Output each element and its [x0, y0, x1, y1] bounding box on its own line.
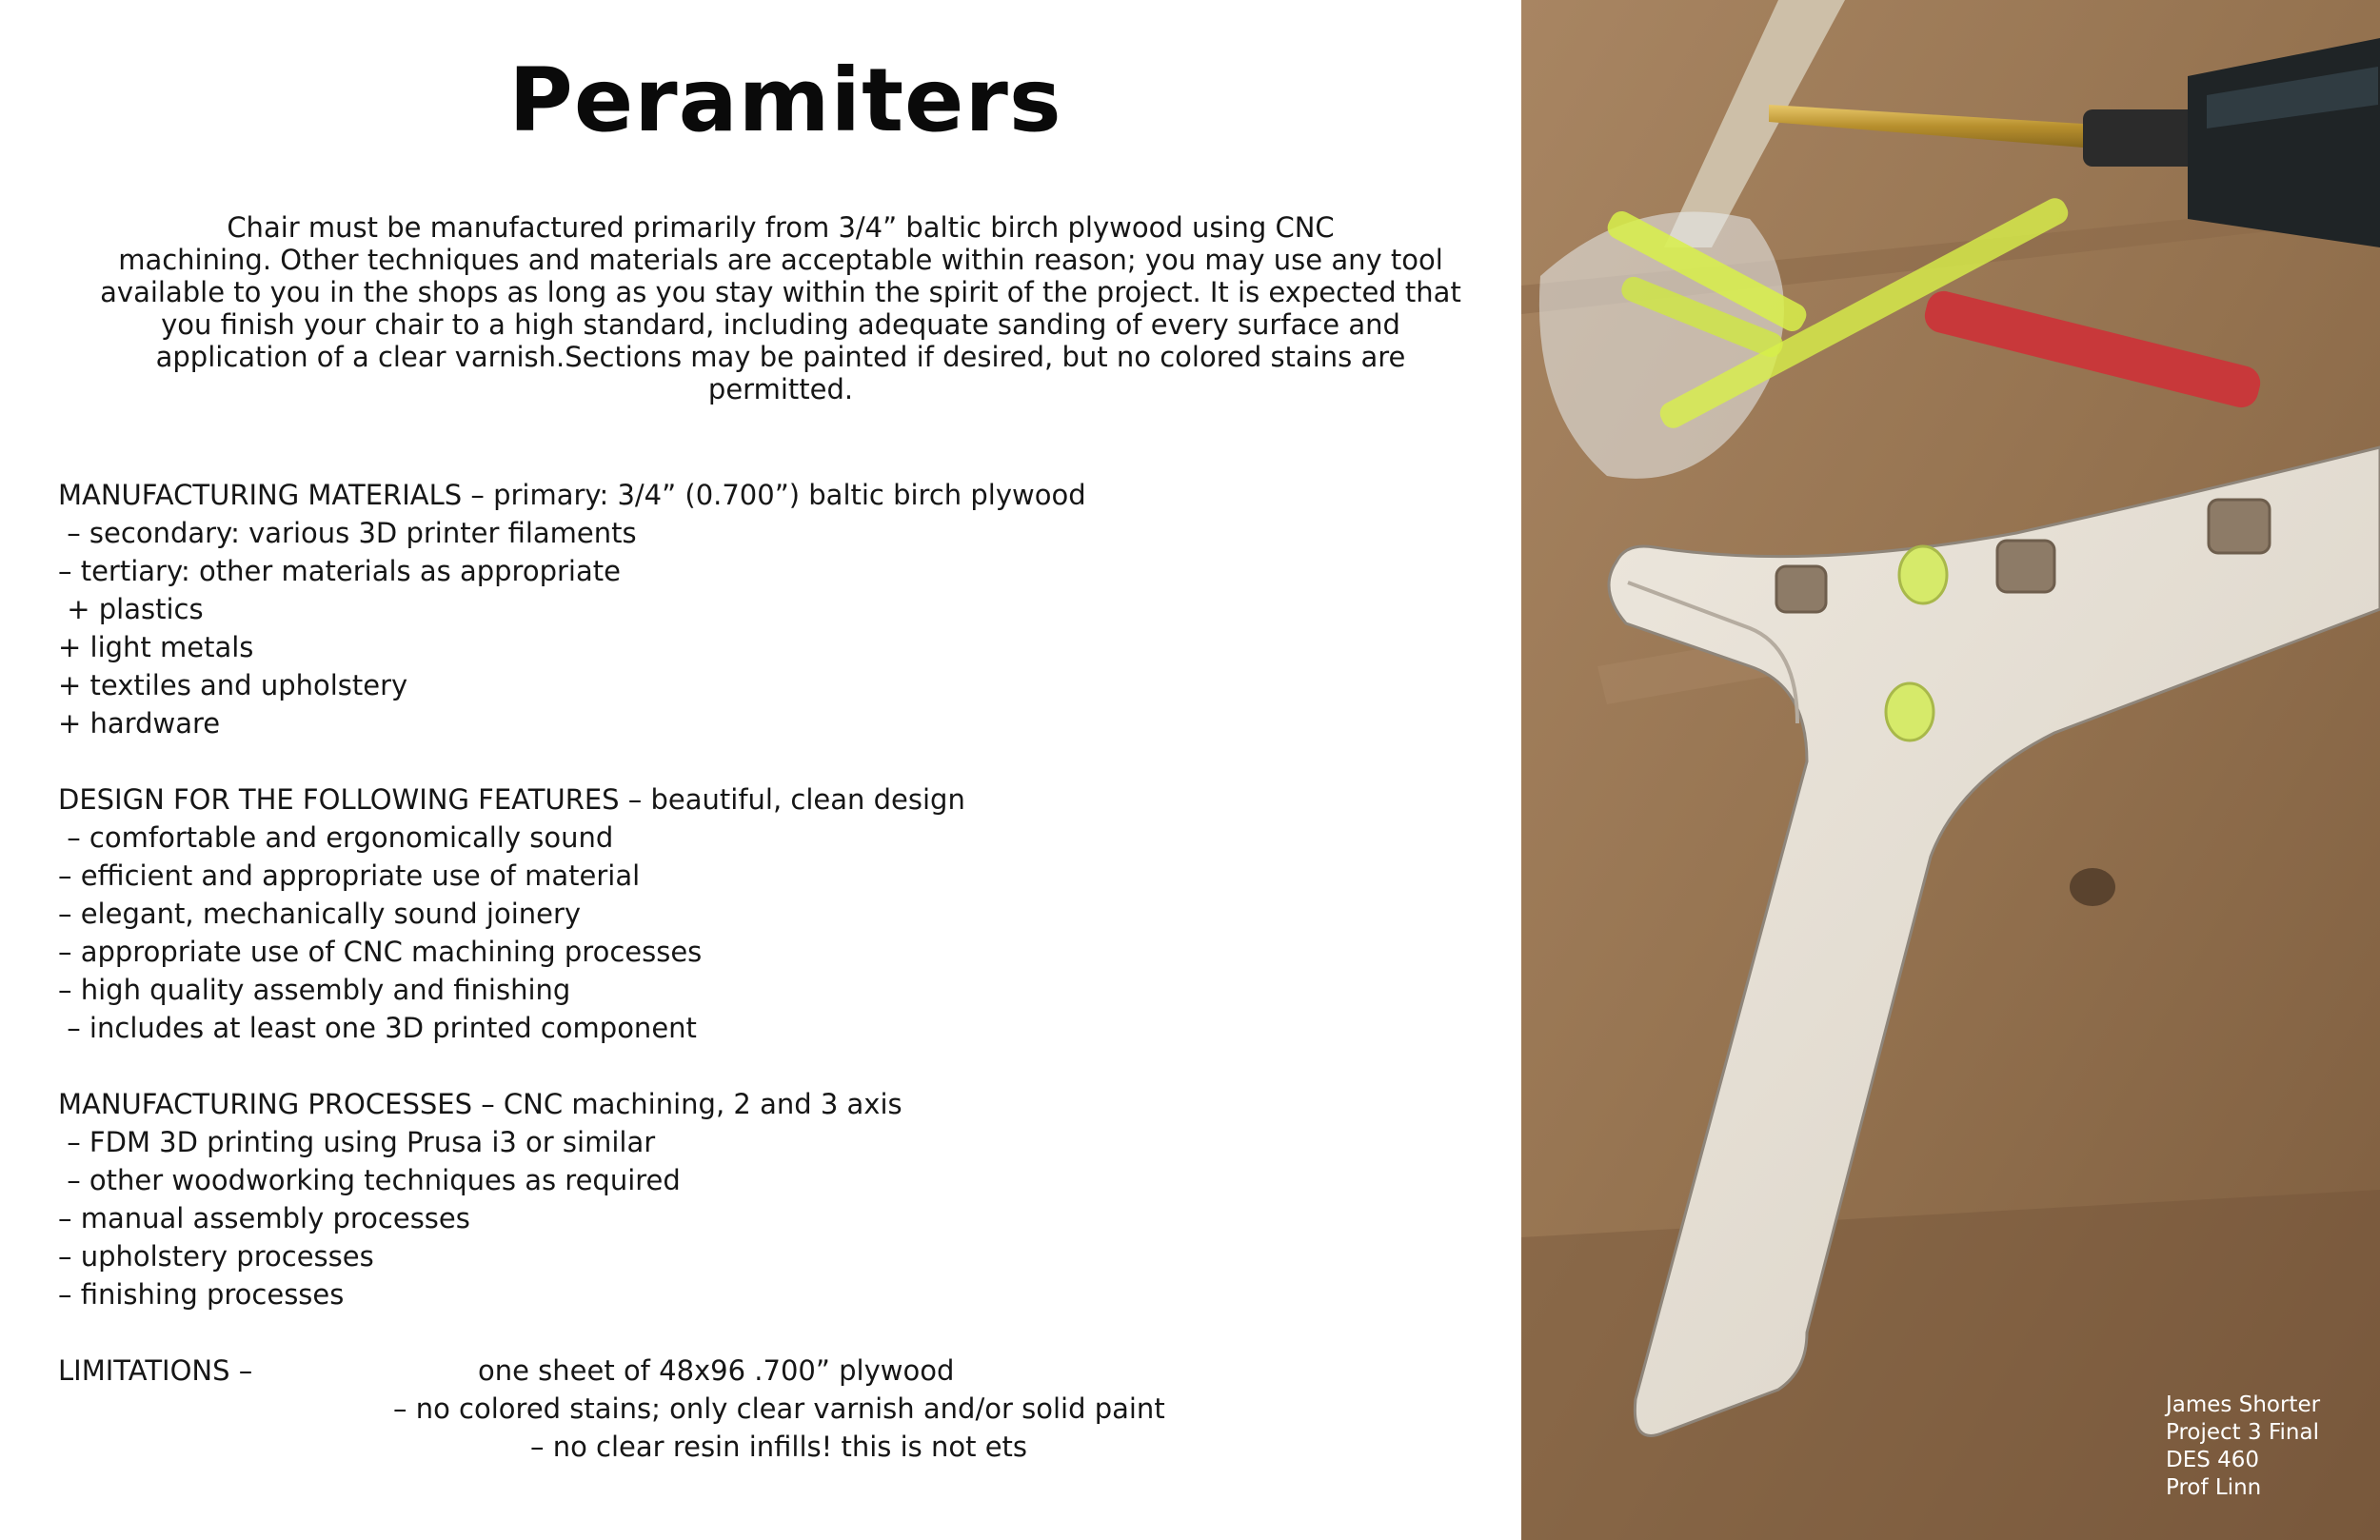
credit-project: Project 3 Final	[2166, 1420, 2319, 1445]
intro-line: Chair must be manufactured primarily from 3/4” baltic birch plywood using CNC	[227, 211, 1335, 244]
limitations-item: – no colored stains; only clear varnish and/or solid paint	[393, 1392, 1165, 1425]
credit-name: James Shorter	[2166, 1392, 2321, 1417]
square-mortise	[1776, 566, 1826, 612]
processes-item: – upholstery processes	[58, 1240, 374, 1273]
limitations-item: – no clear resin infills! this is not ets	[530, 1431, 1028, 1463]
intro-line: available to you in the shops as long as you stay within the spirit of the project. It is expected that	[100, 276, 1461, 308]
acrylic-peg	[1899, 546, 1947, 603]
acrylic-peg	[1886, 683, 1934, 740]
materials-item: – tertiary: other materials as appropriate	[58, 555, 621, 587]
processes-item: – finishing processes	[58, 1278, 345, 1311]
design-item: – comfortable and ergonomically sound	[58, 821, 614, 854]
materials-item: + textiles and upholstery	[58, 669, 408, 701]
design-header: DESIGN FOR THE FOLLOWING FEATURES – beautiful, clean design	[58, 783, 965, 816]
limitations-item: one sheet of 48x96 .700” plywood	[478, 1354, 955, 1387]
design-item: – includes at least one 3D printed component	[58, 1012, 697, 1044]
square-mortise	[1997, 541, 2054, 592]
design-item: – elegant, mechanically sound joinery	[58, 898, 582, 930]
materials-item: + hardware	[58, 707, 221, 740]
workshop-photo	[1521, 0, 2380, 1540]
author-credits	[2166, 1392, 2320, 1502]
limitations-label: LIMITATIONS –	[58, 1354, 253, 1387]
page-title: Peramiters	[508, 49, 1062, 151]
credit-course: DES 460	[2166, 1448, 2260, 1472]
design-item: – appropriate use of CNC machining processes	[58, 936, 703, 968]
drill-chuck	[2083, 109, 2197, 167]
processes-header: MANUFACTURING PROCESSES – CNC machining, 2 and 3 axis	[58, 1088, 902, 1120]
intro-line: application of a clear varnish.Sections may be painted if desired, but no colored stains are	[155, 341, 1406, 373]
square-mortise	[2209, 500, 2270, 553]
intro-line: you finish your chair to a high standard, including adequate sanding of every surface and	[161, 308, 1400, 341]
materials-item: – secondary: various 3D printer filaments	[58, 517, 637, 549]
cardboard-hole	[2070, 868, 2115, 906]
processes-item: – manual assembly processes	[58, 1202, 470, 1234]
materials-item: + light metals	[58, 631, 254, 663]
processes-item: – other woodworking techniques as required	[58, 1164, 681, 1196]
processes-item: – FDM 3D printing using Prusa i3 or similar	[58, 1126, 656, 1158]
design-item: – efficient and appropriate use of material	[58, 859, 641, 892]
design-item: – high quality assembly and finishing	[58, 974, 571, 1006]
intro-line: machining. Other techniques and materials are acceptable within reason; you may use any tool	[118, 244, 1443, 276]
credit-professor: Prof Linn	[2166, 1475, 2262, 1500]
intro-paragraph	[90, 211, 1471, 405]
materials-header: MANUFACTURING MATERIALS – primary: 3/4” (0.700”) baltic birch plywood	[58, 479, 1086, 511]
photo-illustration	[1521, 0, 2380, 1540]
intro-line: permitted.	[707, 373, 854, 405]
materials-item: + plastics	[58, 593, 204, 625]
